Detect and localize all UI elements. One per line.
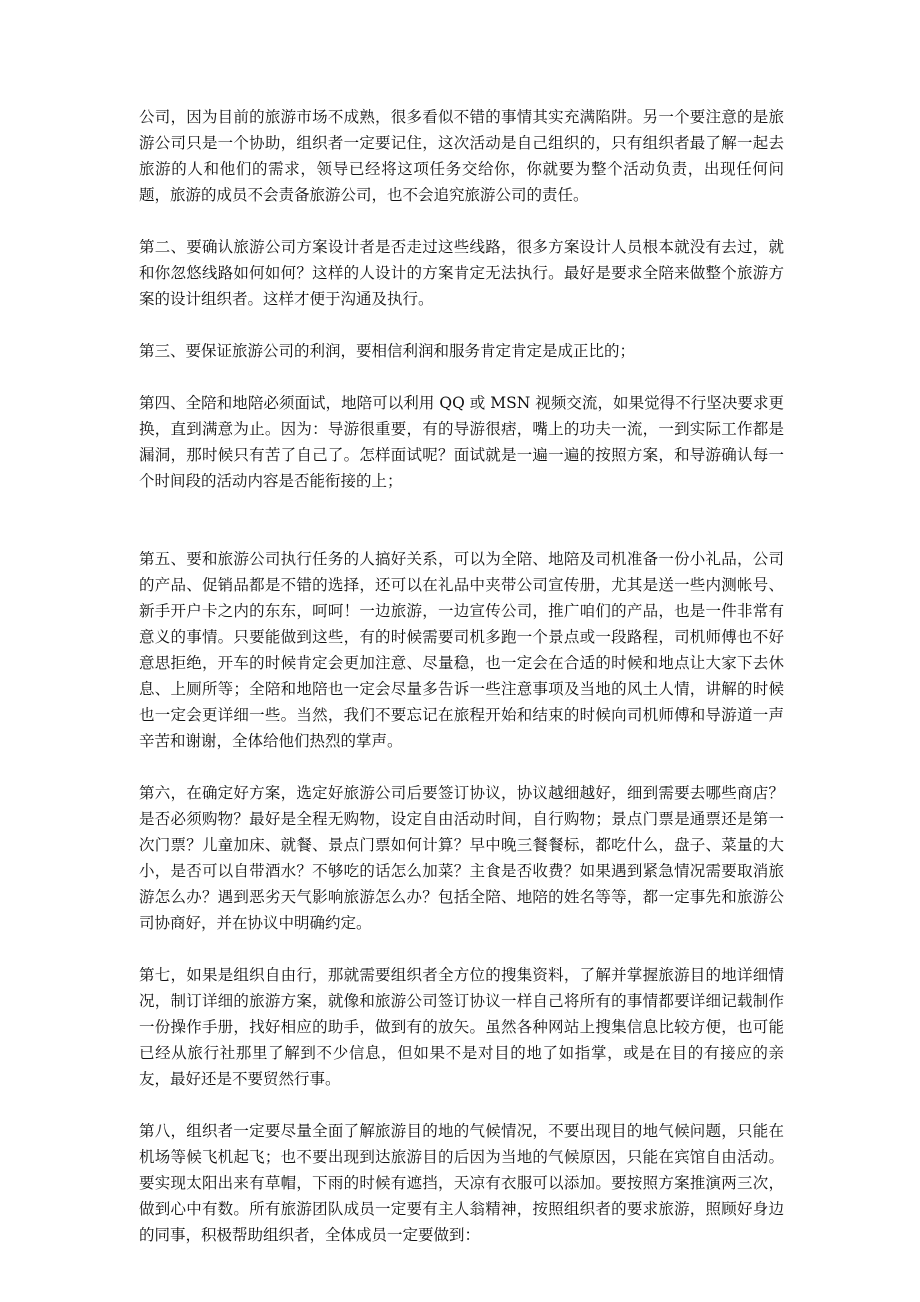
paragraph-third: 第三、要保证旅游公司的利润，要相信利润和服务肯定肯定是成正比的；	[139, 342, 636, 360]
paragraph-sixth: 第六，在确定好方案，选定好旅游公司后要签订协议，协议越细越好，细到需要去哪些商店？是否必须购物？最好是全程无购物，设定自由活动时间，自行购物；景点门票是通票还是第一次门票？儿童加床、就餐、景点门票如何计算？早中晚三餐餐标，都吃什么，盘子、菜量的大小，是否可以自带酒水？不够吃的话怎么加菜？主食是否收费？如果遇到紧急情况需要取消旅游怎么办？遇到恶劣天气影响旅游怎么办？包括全陪、地陪的姓名等等，都一定事先和旅游公司协商好，并在协议中明确约定。	[139, 784, 784, 932]
paragraph-fourth: 第四、全陪和地陪必须面试，地陪可以利用 QQ 或 MSN 视频交流，如果觉得不行坚决要求更换，直到满意为止。因为：导游很重要，有的导游很痞，嘴上的功夫一流，一到实际工作都是漏洞，那时候只有苦了自己了。怎样面试呢？面试就是一遍一遍的按照方案，和导游确认每一个时间段的活动内容是否能衔接的上；	[139, 394, 784, 490]
paragraph-second: 第二、要确认旅游公司方案设计者是否走过这些线路，很多方案设计人员根本就没有去过，就和你忽悠线路如何如何？这样的人设计的方案肯定无法执行。最好是要求全陪来做整个旅游方案的设计组织者。这样才便于沟通及执行。	[139, 238, 784, 308]
document-body	[139, 104, 784, 1274]
paragraph-intro: 公司，因为目前的旅游市场不成熟，很多看似不错的事情其实充满陷阱。另一个要注意的是旅游公司只是一个协助，组织者一定要记住，这次活动是自己组织的，只有组织者最了解一起去旅游的人和他们的需求，领导已经将这项任务交给你，你就要为整个活动负责，出现任何问题，旅游的成员不会责备旅游公司，也不会追究旅游公司的责任。	[139, 108, 784, 204]
paragraph-eighth: 第八，组织者一定要尽量全面了解旅游目的地的气候情况，不要出现目的地气候问题，只能在机场等候飞机起飞；也不要出现到达旅游目的后因为当地的气候原因，只能在宾馆自由活动。要实现太阳出来有草帽，下雨的时候有遮挡，天凉有衣服可以添加。要按照方案推演两三次，做到心中有数。所有旅游团队成员一定要有主人翁精神，按照组织者的要求旅游，照顾好身边的同事，积极帮助组织者，全体成员一定要做到：	[139, 1122, 784, 1244]
paragraph-fifth: 第五、要和旅游公司执行任务的人搞好关系，可以为全陪、地陪及司机准备一份小礼品，公司的产品、促销品都是不错的选择，还可以在礼品中夹带公司宣传册，尤其是送一些内测帐号、新手开户卡之内的东东，呵呵！一边旅游，一边宣传公司，推广咱们的产品，也是一件非常有意义的事情。只要能做到这些，有的时候需要司机多跑一个景点或一段路程，司机师傅也不好意思拒绝，开车的时候肯定会更加注意、尽量稳，也一定会在合适的时候和地点让大家下去休息、上厕所等；全陪和地陪也一定会尽量多告诉一些注意事项及当地的风土人情，讲解的时候也一定会更详细一些。当然，我们不要忘记在旅程开始和结束的时候向司机师傅和导游道一声辛苦和谢谢，全体给他们热烈的掌声。	[139, 550, 784, 750]
paragraph-seventh: 第七，如果是组织自由行，那就需要组织者全方位的搜集资料，了解并掌握旅游目的地详细情况，制订详细的旅游方案，就像和旅游公司签订协议一样自己将所有的事情都要详细记载制作一份操作手册，找好相应的助手，做到有的放矢。虽然各种网站上搜集信息比较方便，也可能已经从旅行社那里了解到不少信息，但如果不是对目的地了如指掌，或是在目的有接应的亲友，最好还是不要贸然行事。	[139, 966, 784, 1088]
